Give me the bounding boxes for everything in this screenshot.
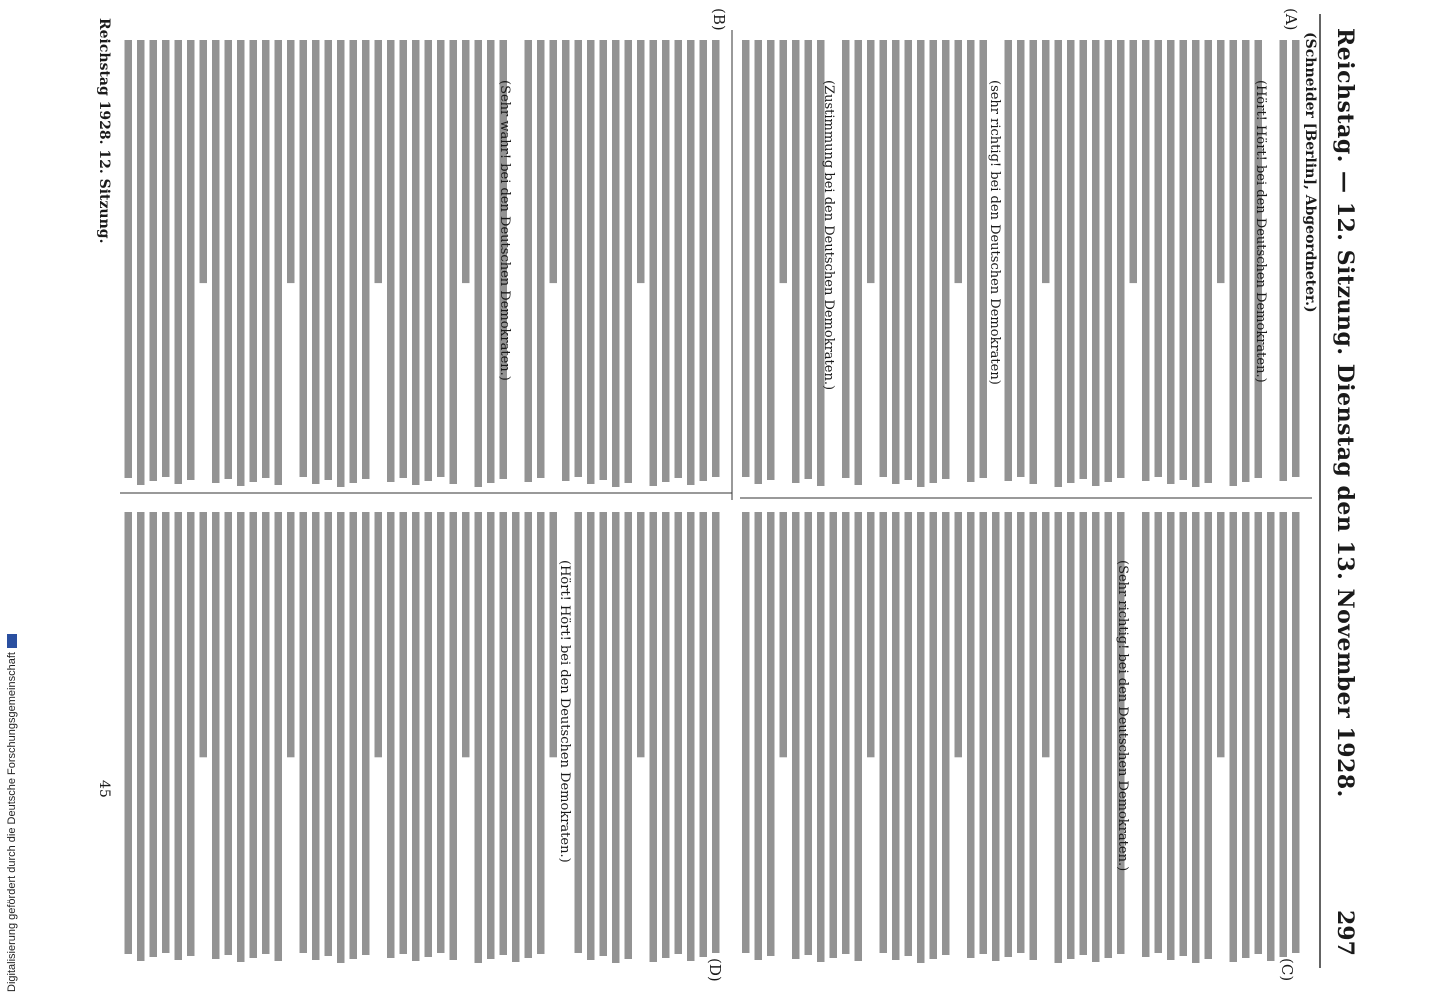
- text-line: [767, 512, 775, 956]
- text-line: [880, 512, 888, 953]
- text-line: [400, 512, 408, 954]
- text-line: [175, 40, 183, 484]
- text-line: [525, 40, 533, 482]
- text-line: [942, 40, 950, 479]
- sheet-number: 45: [96, 780, 112, 798]
- interjection: (Zustimmung bei den Deutschen Demokraten.): [821, 80, 836, 391]
- text-line: [237, 40, 245, 486]
- text-line: [1030, 40, 1038, 484]
- text-line: [287, 40, 295, 283]
- text-line: [755, 40, 763, 484]
- text-line: [817, 512, 825, 962]
- text-line: [780, 40, 788, 283]
- text-line: [1267, 512, 1275, 961]
- text-line: [967, 512, 975, 958]
- text-line: [917, 40, 925, 487]
- text-line: [917, 512, 925, 963]
- text-line: [792, 512, 800, 959]
- text-line: [437, 40, 445, 477]
- text-line: [1292, 512, 1300, 953]
- interjection: (Sehr richtig! bei den Deutschen Demokraten.): [1115, 560, 1130, 872]
- text-line: [1167, 512, 1175, 960]
- text-line: [855, 40, 863, 485]
- text-line: [867, 40, 875, 283]
- text-line: [275, 40, 283, 485]
- text-line: [1017, 512, 1025, 953]
- text-line: [1067, 512, 1075, 959]
- text-line: [350, 40, 358, 483]
- text-line: [300, 512, 308, 953]
- text-line: [1080, 512, 1088, 955]
- text-line: [687, 40, 695, 485]
- text-line: [587, 40, 595, 484]
- text-line: [675, 512, 683, 954]
- text-line: [792, 40, 800, 483]
- text-line: [1030, 512, 1038, 960]
- text-line: [225, 40, 233, 479]
- footer-signature: Reichstag 1928. 12. Sitzung.: [96, 18, 112, 244]
- text-line: [892, 40, 900, 484]
- text-line: [1092, 40, 1100, 486]
- text-line: [755, 512, 763, 960]
- text-line: [1142, 40, 1150, 481]
- text-line: [955, 40, 963, 283]
- text-line: [550, 512, 558, 757]
- text-line: [337, 512, 345, 963]
- speaker-line: (Schneider [Berlin], Abgeordneter.): [1302, 32, 1318, 313]
- text-line: [650, 40, 658, 486]
- dfg-logo: [7, 634, 17, 648]
- text-line: [1005, 512, 1013, 957]
- text-line: [600, 512, 608, 956]
- text-line: [1217, 512, 1225, 757]
- text-line: [675, 40, 683, 478]
- text-line: [625, 40, 633, 483]
- text-line: [1192, 512, 1200, 963]
- text-line: [200, 40, 208, 283]
- page-header: Reichstag. — 12. Sitzung. Dienstag den 13. November 1928.: [1332, 28, 1358, 798]
- text-line: [637, 512, 645, 757]
- text-line: [712, 40, 720, 477]
- text-line: [200, 512, 208, 757]
- text-line: [955, 512, 963, 757]
- text-line: [930, 40, 938, 483]
- text-line: [687, 512, 695, 961]
- text-line: [767, 40, 775, 480]
- text-line: [275, 512, 283, 961]
- text-line: [867, 512, 875, 757]
- text-line: [425, 40, 433, 481]
- text-line: [625, 512, 633, 959]
- text-line: [1255, 512, 1263, 954]
- text-line: [387, 40, 395, 482]
- text-line: [312, 512, 320, 960]
- text-line: [1242, 512, 1250, 958]
- text-line: [1180, 40, 1188, 480]
- text-line: [462, 40, 470, 283]
- text-line: [400, 40, 408, 478]
- text-line: [175, 512, 183, 960]
- text-line: [1155, 512, 1163, 953]
- text-line: [362, 512, 370, 955]
- text-line: [842, 40, 850, 478]
- text-line: [150, 40, 158, 481]
- text-line: [1067, 40, 1075, 483]
- text-line: [1130, 40, 1138, 283]
- text-line: [287, 512, 295, 757]
- text-line: [1017, 40, 1025, 477]
- text-line: [612, 512, 620, 963]
- text-line: [250, 40, 258, 482]
- interjection: (Hört! Hört! bei den Deutschen Demokraten.): [557, 560, 572, 863]
- text-line: [187, 512, 195, 956]
- text-line: [1292, 40, 1300, 477]
- text-line: [742, 40, 750, 477]
- text-line: [662, 512, 670, 958]
- text-line: [537, 512, 545, 954]
- margin-marker: (A): [1282, 8, 1300, 31]
- text-line: [805, 512, 813, 955]
- interjection: (Sehr wahr! bei den Deutschen Demokraten.): [497, 80, 512, 381]
- digitization-credit: [6, 634, 18, 992]
- text-line: [905, 512, 913, 956]
- text-line: [1117, 40, 1125, 478]
- text-line: [137, 512, 145, 961]
- text-line: [250, 512, 258, 958]
- text-line: [587, 512, 595, 960]
- text-line: [662, 40, 670, 482]
- text-line: [700, 40, 708, 481]
- text-line: [212, 40, 220, 483]
- text-line: [612, 40, 620, 487]
- text-line: [362, 40, 370, 479]
- text-line: [855, 512, 863, 961]
- text-line: [150, 512, 158, 957]
- text-line: [1205, 512, 1213, 959]
- text-line: [350, 512, 358, 959]
- text-line: [1055, 40, 1063, 487]
- text-line: [830, 512, 838, 958]
- text-line: [312, 40, 320, 484]
- text-line: [162, 512, 170, 953]
- margin-marker: (D): [706, 958, 724, 982]
- text-line: [1080, 40, 1088, 479]
- text-line: [1230, 512, 1238, 962]
- text-line: [262, 40, 270, 478]
- text-line: [475, 40, 483, 487]
- text-line: [1092, 512, 1100, 962]
- text-line: [805, 40, 813, 479]
- text-line: [487, 40, 495, 483]
- margin-marker: (C): [1278, 958, 1296, 982]
- text-line: [1042, 512, 1050, 757]
- text-line: [742, 512, 750, 953]
- text-line: [375, 40, 383, 283]
- text-line: [980, 40, 988, 478]
- text-line: [650, 512, 658, 962]
- text-line: [1205, 40, 1213, 483]
- interjection: (Hört! Hört! bei den Deutschen Demokraten.): [1253, 80, 1268, 383]
- text-line: [905, 40, 913, 480]
- text-line: [512, 512, 520, 962]
- text-line: [967, 40, 975, 482]
- text-line: [1005, 40, 1013, 481]
- text-line: [475, 512, 483, 963]
- text-line: [842, 512, 850, 954]
- text-line: [1042, 40, 1050, 283]
- text-line: [1167, 40, 1175, 484]
- text-line: [325, 512, 333, 956]
- text-line: [930, 512, 938, 959]
- text-line: [125, 512, 133, 954]
- text-line: [942, 512, 950, 955]
- text-line: [375, 512, 383, 757]
- credit-text: Digitalisierung gefördert durch die Deutsche Forschungsgemeinschaft: [6, 652, 18, 992]
- text-line: [600, 40, 608, 480]
- text-line: [700, 512, 708, 957]
- text-line: [412, 512, 420, 961]
- text-line: [1280, 512, 1288, 957]
- text-line: [992, 512, 1000, 961]
- margin-marker: (B): [710, 8, 728, 31]
- text-line: [880, 40, 888, 477]
- text-line: [525, 512, 533, 958]
- text-line: [712, 512, 720, 953]
- text-line: [892, 512, 900, 960]
- text-line: [187, 40, 195, 480]
- text-line: [450, 512, 458, 960]
- text-line: [1155, 40, 1163, 477]
- text-line: [1105, 512, 1113, 958]
- text-line: [537, 40, 545, 478]
- text-line: [425, 512, 433, 957]
- text-line: [1192, 40, 1200, 487]
- interjection: (sehr richtig! bei den Deutschen Demokraten): [987, 80, 1002, 385]
- text-line: [262, 512, 270, 954]
- text-line: [1142, 512, 1150, 957]
- text-line: [1230, 40, 1238, 486]
- text-line: [437, 512, 445, 953]
- text-line: [387, 512, 395, 958]
- text-line: [212, 512, 220, 959]
- page-number: 297: [1332, 910, 1358, 956]
- text-line: [137, 40, 145, 485]
- text-line: [300, 40, 308, 477]
- text-line: [487, 512, 495, 959]
- text-line: [550, 40, 558, 283]
- text-line: [1055, 512, 1063, 963]
- text-line: [500, 512, 508, 955]
- text-line: [1280, 40, 1288, 481]
- text-line: [780, 512, 788, 757]
- text-line: [1242, 40, 1250, 482]
- text-line: [1180, 512, 1188, 956]
- text-line: [162, 40, 170, 477]
- text-line: [325, 40, 333, 480]
- text-line: [450, 40, 458, 484]
- text-line: [225, 512, 233, 955]
- text-line: [412, 40, 420, 485]
- text-line: [562, 40, 570, 481]
- text-line: [237, 512, 245, 962]
- text-line: [462, 512, 470, 757]
- text-line: [575, 512, 583, 953]
- text-line: [575, 40, 583, 477]
- text-line: [980, 512, 988, 954]
- text-line: [125, 40, 133, 478]
- text-line: [637, 40, 645, 283]
- text-line: [337, 40, 345, 487]
- text-line: [1105, 40, 1113, 482]
- text-line: [1217, 40, 1225, 283]
